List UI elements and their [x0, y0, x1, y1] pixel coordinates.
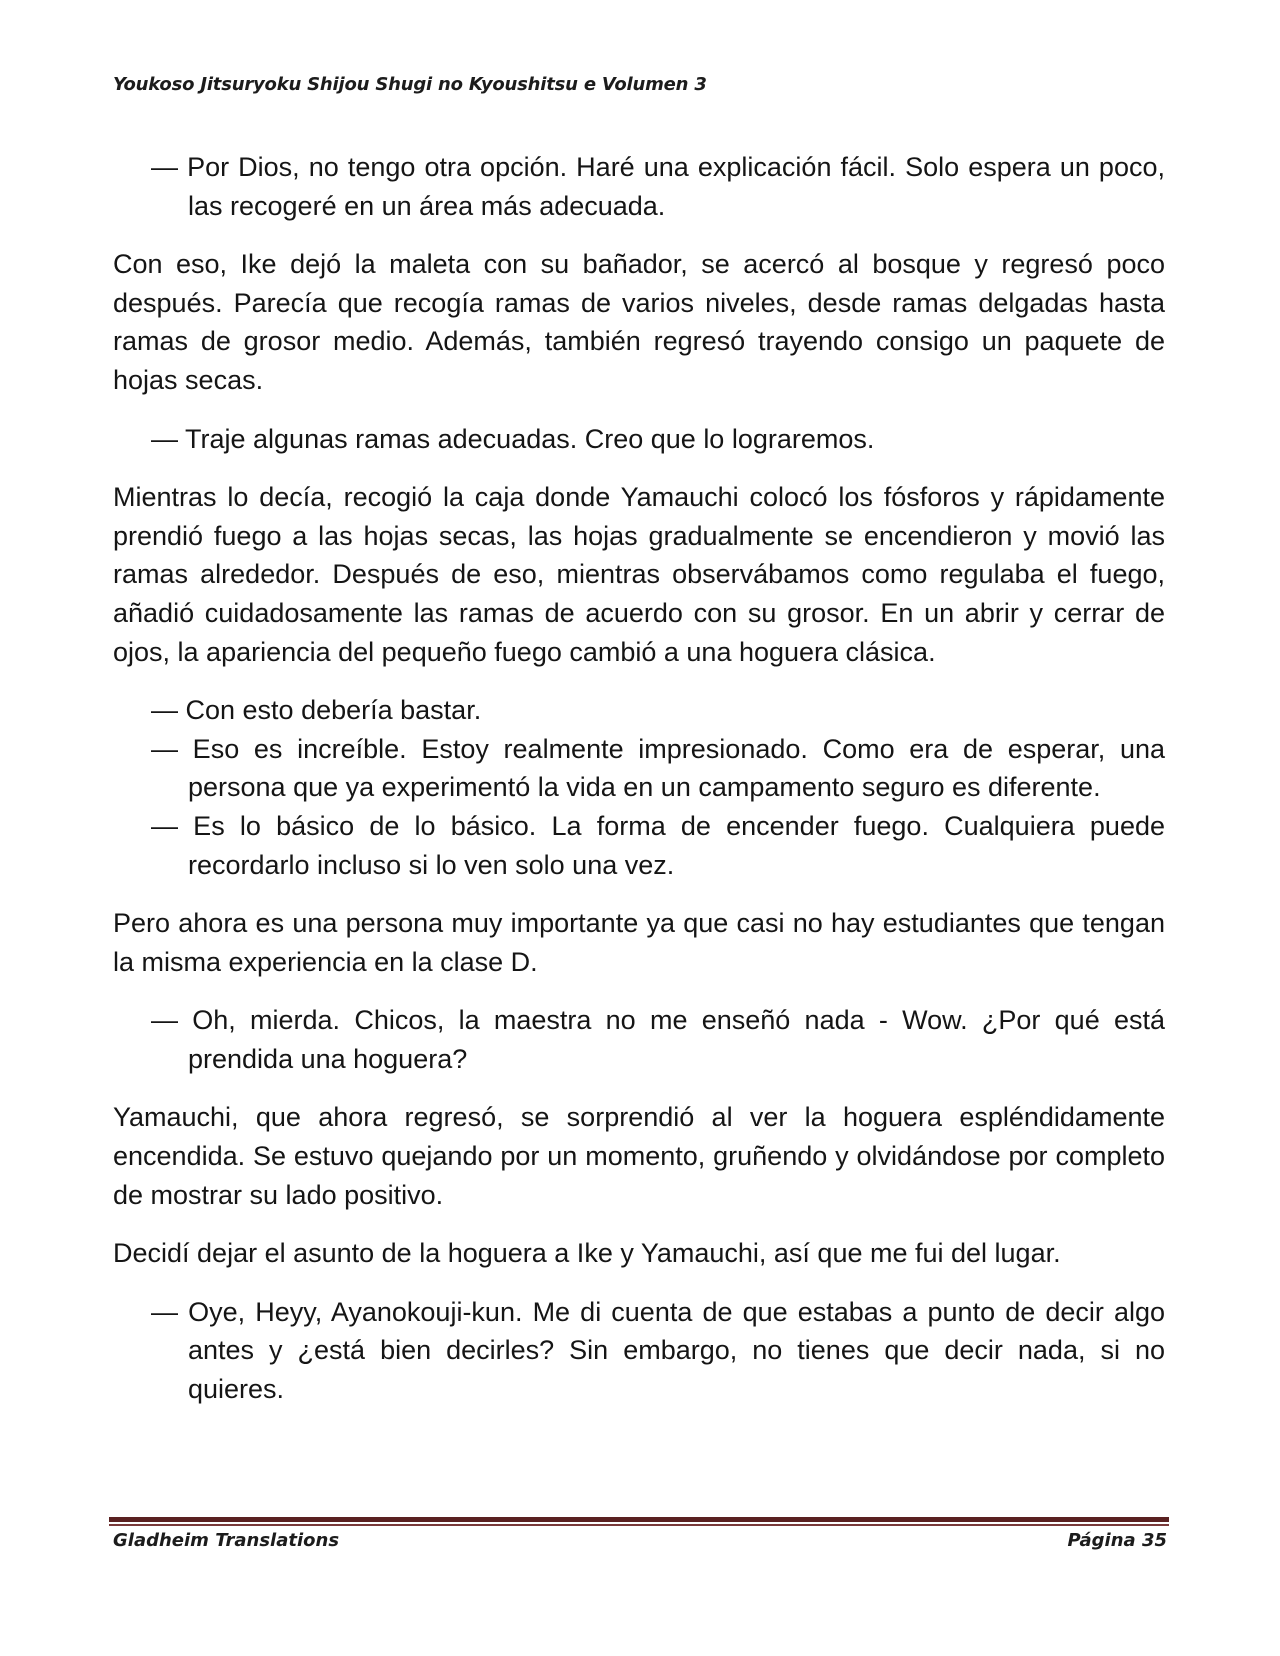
paragraph: Con eso, Ike dejó la maleta con su bañador, se acercó al bosque y regresó poco después. Parecía que recogía ramas de varios niveles, desde ramas delgadas hasta ramas de grosor medio. Además, también regresó trayendo consigo un paquete de hojas secas.: [113, 249, 1165, 395]
paragraph: Pero ahora es una persona muy importante ya que casi no hay estudiantes que tengan la misma experiencia en la clase D.: [113, 908, 1165, 977]
dialogue-line: — Con esto debería bastar.: [151, 695, 482, 726]
paragraph: Yamauchi, que ahora regresó, se sorprendió al ver la hoguera espléndidamente encendida. Se estuvo quejando por un momento, gruñendo y olvidándose por completo de mostrar su lado positivo.: [113, 1102, 1165, 1210]
paragraph: Decidí dejar el asunto de la hoguera a Ike y Yamauchi, así que me fui del lugar.: [113, 1238, 1061, 1269]
running-header: Youkoso Jitsuryoku Shijou Shugi no Kyoushitsu e Volumen 3: [113, 74, 707, 95]
dialogue-line: — Eso es increíble. Estoy realmente impresionado. Como era de esperar, una persona que ya experimentó la vida en un campamento seguro es diferente.: [151, 733, 1165, 803]
footer-publisher: Gladheim Translations: [113, 1530, 340, 1551]
page-body: [113, 148, 1165, 1409]
dialogue-line: — Por Dios, no tengo otra opción. Haré una explicación fácil. Solo espera un poco, las recogeré en un área más adecuada.: [151, 152, 1165, 221]
footer-rule-thick: [109, 1517, 1169, 1522]
paragraph: Mientras lo decía, recogió la caja donde Yamauchi colocó los fósforos y rápidamente prendió fuego a las hojas secas, las hojas gradualmente se encendieron y movió las ramas alrededor. Después de eso, mientras observábamos como regulaba el fuego, añadió cuidadosamente las ramas de acuerdo con su grosor. En un abrir y cerrar de ojos, la apariencia del pequeño fuego cambió a una hoguera clásica.: [113, 482, 1165, 667]
footer-rule-thin: [109, 1524, 1169, 1526]
dialogue-line: — Es lo básico de lo básico. La forma de encender fuego. Cualquiera puede recordarlo incluso si lo ven solo una vez.: [151, 810, 1165, 880]
dialogue-line: — Oh, mierda. Chicos, la maestra no me enseñó nada - Wow. ¿Por qué está prendida una hoguera?: [151, 1005, 1165, 1074]
page-number: Página 35: [1067, 1530, 1167, 1551]
dialogue-line: — Traje algunas ramas adecuadas. Creo que lo lograremos.: [151, 423, 875, 454]
dialogue-line: — Oye, Heyy, Ayanokouji-kun. Me di cuenta de que estabas a punto de decir algo antes y ¿está bien decirles? Sin embargo, no tienes que decir nada, si no quieres.: [151, 1296, 1165, 1405]
